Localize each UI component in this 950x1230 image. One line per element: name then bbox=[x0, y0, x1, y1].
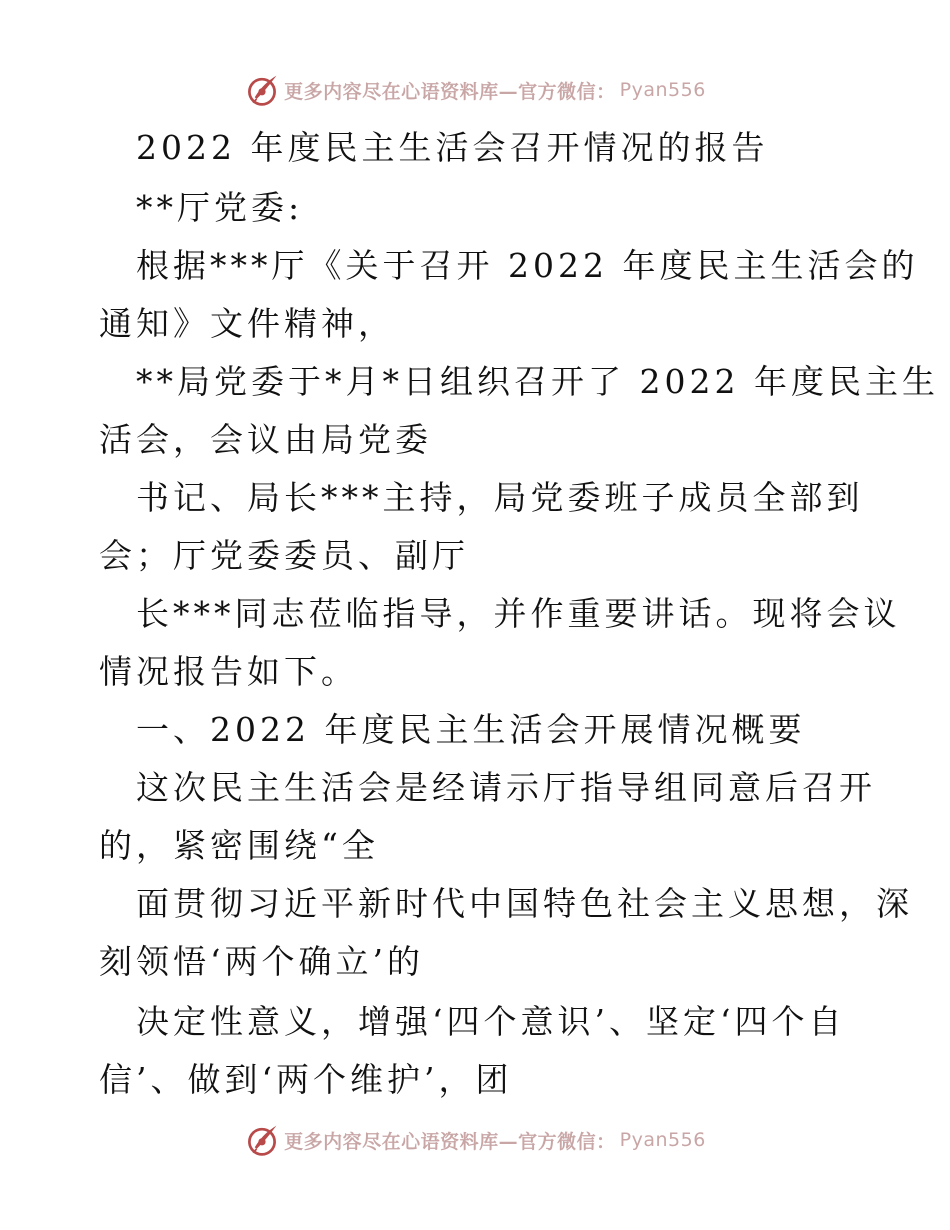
paragraph-line: 信’、做到‘两个维护’，团 bbox=[99, 1060, 513, 1099]
paragraph-line: 的，紧密围绕“全 bbox=[99, 826, 379, 865]
watermark-text: 更多内容尽在心语资料库—官方微信： bbox=[284, 1130, 616, 1153]
section-heading: 一、2022 年度民主生活会开展情况概要 bbox=[136, 710, 806, 749]
feather-pen-logo-icon bbox=[244, 1122, 280, 1158]
paragraph-line: 刻领悟‘两个确立’的 bbox=[99, 942, 424, 981]
paragraph-line: **局党委于*月*日组织召开了 2022 年度民主生 bbox=[136, 362, 939, 401]
footer-watermark bbox=[0, 1120, 950, 1160]
watermark-wechat-id: Pyan556 bbox=[619, 1129, 706, 1151]
paragraph-line: 通知》文件精神， bbox=[99, 304, 395, 343]
paragraph-line: 这次民主生活会是经请示厅指导组同意后召开 bbox=[136, 768, 876, 807]
paragraph-line: 情况报告如下。 bbox=[99, 652, 358, 691]
paragraph-line: 书记、局长***主持，局党委班子成员全部到 bbox=[136, 478, 864, 517]
paragraph-line: 根据***厅《关于召开 2022 年度民主生活会的 bbox=[136, 246, 919, 285]
paragraph-line: 决定性意义，增强‘四个意识’、坚定‘四个自 bbox=[136, 1002, 846, 1041]
paragraph-line: 面贯彻习近平新时代中国特色社会主义思想，深 bbox=[136, 884, 913, 923]
watermark-wechat-id: Pyan556 bbox=[619, 79, 706, 101]
paragraph-line: 活会，会议由局党委 bbox=[99, 420, 432, 459]
paragraph-line: 长***同志莅临指导，并作重要讲话。现将会议 bbox=[136, 594, 901, 633]
paragraph-line: 会；厅党委委员、副厅 bbox=[99, 536, 469, 575]
document-title: 2022 年度民主生活会召开情况的报告 bbox=[136, 128, 769, 167]
document-addressee: **厅党委: bbox=[136, 188, 304, 227]
watermark-text: 更多内容尽在心语资料库—官方微信： bbox=[284, 80, 616, 103]
